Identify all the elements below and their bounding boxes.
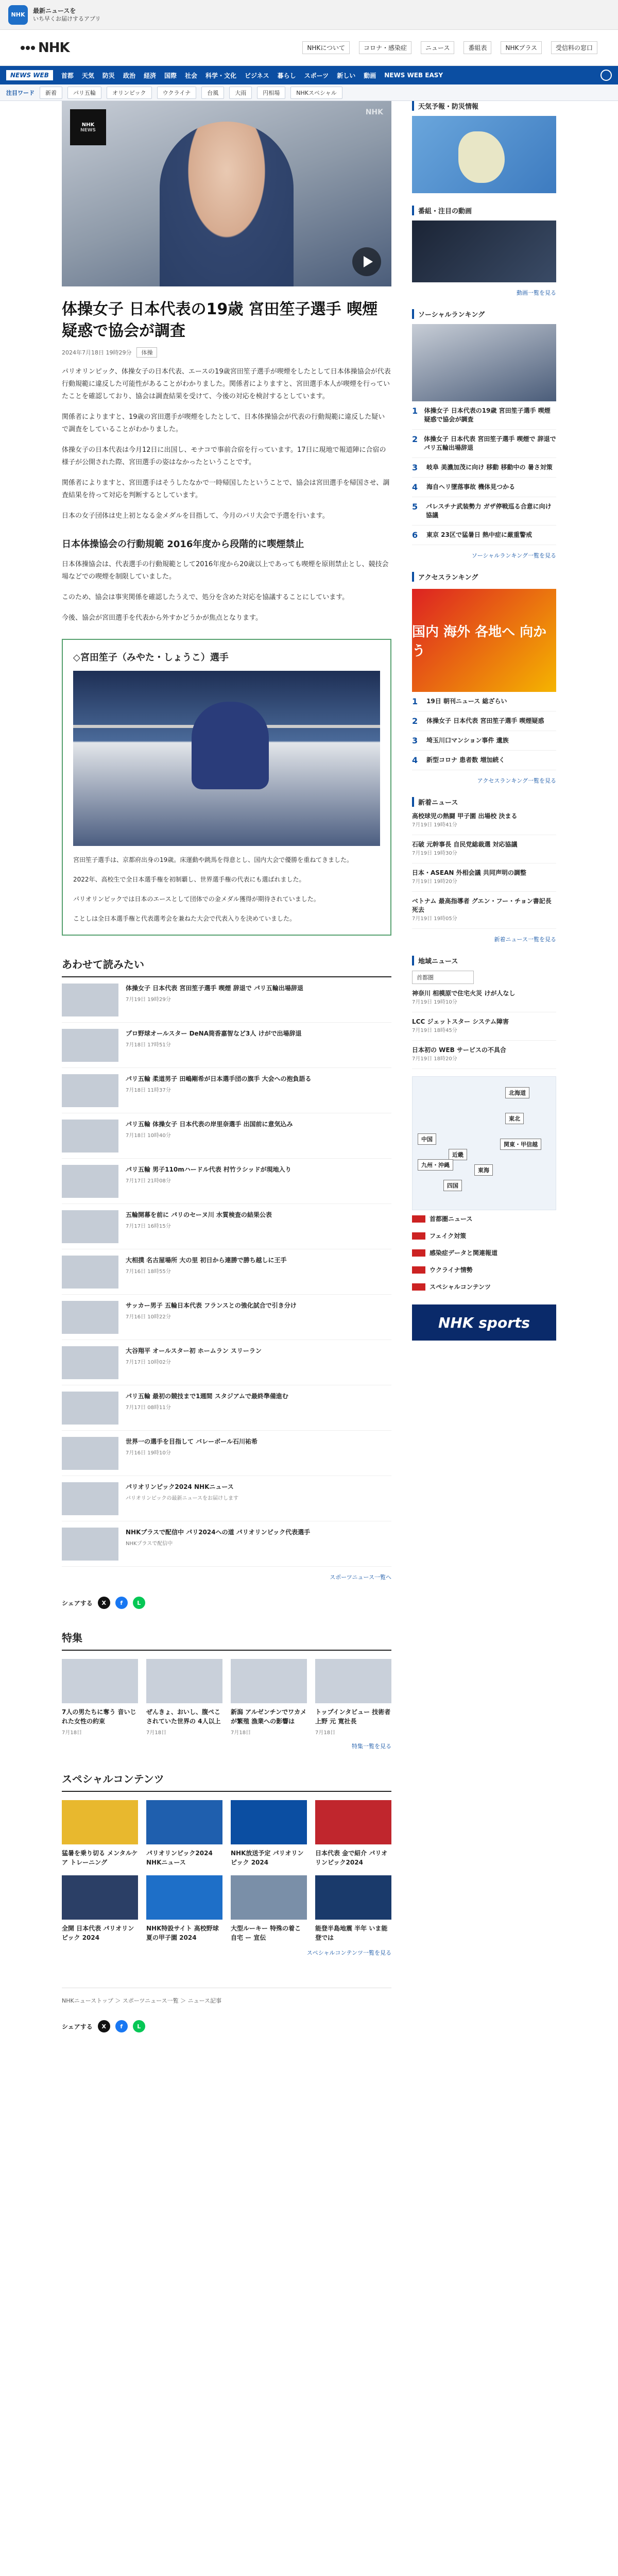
news-item[interactable]: 神奈川 相模原で住宅火災 けが人なし 7月19日 19時10分: [412, 984, 556, 1012]
related-item[interactable]: パリ五輪 最初の競技まで1週間 スタジアムで最終準備進む 7月17日 08時11分: [62, 1385, 391, 1431]
special-card[interactable]: NHK特設サイト 高校野球 夏の甲子園 2024: [146, 1875, 222, 1942]
trending-chip[interactable]: 台風: [201, 87, 224, 99]
thumbnail: [231, 1800, 307, 1844]
main-nav: [0, 66, 618, 84]
special-card[interactable]: 日本代表 金で紹介 パリオリンピック2024: [315, 1800, 391, 1867]
trending-chip[interactable]: 大雨: [229, 87, 252, 99]
app-promo-banner[interactable]: [0, 0, 618, 30]
new-more-link[interactable]: 新着ニュース一覧を見る: [494, 936, 556, 943]
trending-label: 注目ワード: [6, 89, 35, 96]
new-news-list: [412, 807, 556, 929]
special-heading: スペシャルコンテンツ: [62, 1771, 391, 1792]
nav-item[interactable]: 動画: [364, 72, 376, 79]
thumbnail: [315, 1659, 391, 1703]
features-grid: [62, 1659, 391, 1736]
news-item[interactable]: 高校球児の熱闘 甲子園 出場校 決まる 7月19日 19時41分: [412, 807, 556, 835]
news-item[interactable]: LCC ジェットスター システム障害 7月19日 18時45分: [412, 1012, 556, 1041]
related-heading: あわせて読みたい: [62, 956, 391, 977]
thumbnail: [62, 1120, 118, 1153]
nav-item[interactable]: 新しい: [337, 72, 356, 79]
related-item[interactable]: パリオリンピック2024 NHKニュース パリオリンピックの最新ニュースをお届けします: [62, 1476, 391, 1521]
profile-paragraph: ことしは全日本選手権と代表選考会を兼ねた大会で代表入りを決めていました。: [73, 915, 296, 922]
related-item[interactable]: パリ五輪 柔道男子 田嶋剛希が日本選手団の旗手 大会への抱負語る 7月18日 11時37分: [62, 1068, 391, 1113]
hero-video[interactable]: [62, 101, 391, 286]
sports-list-link[interactable]: スポーツニュース一覧へ: [330, 1574, 391, 1581]
article-date: 2024年7月18日 19時29分: [62, 349, 132, 356]
nav-item[interactable]: 国際: [164, 72, 177, 79]
region-button[interactable]: 北海道: [505, 1087, 529, 1098]
article-body: [62, 366, 391, 624]
ranking-item[interactable]: 4 新型コロナ 患者数 増加続く: [412, 751, 556, 770]
x-share-icon[interactable]: X: [98, 2020, 110, 2032]
featured-video[interactable]: [412, 221, 556, 282]
thumbnail: [62, 1074, 118, 1107]
breadcrumb[interactable]: NHKニューストップ ＞ スポーツニュース一覧 ＞ ニュース記事: [62, 1988, 391, 2005]
feature-link[interactable]: 感染症データと関連報道: [412, 1244, 556, 1261]
features-more-link[interactable]: 特集一覧を見る: [352, 1743, 391, 1750]
feature-card[interactable]: トップインタビュー 技術者 上野 元 寛社長 7月18日: [315, 1659, 391, 1736]
special-card[interactable]: 能登半島地震 半年 いま能登では: [315, 1875, 391, 1942]
profile-paragraph: 宮田笙子選手は、京都府出身の19歳。床運動や跳馬を得意とし、国内大会で優勝を重ねてきました。: [73, 856, 353, 863]
line-share-icon[interactable]: L: [133, 1597, 145, 1609]
trending-chip[interactable]: 円相場: [257, 87, 285, 99]
video-more-link[interactable]: 動画一覧を見る: [517, 290, 556, 296]
nhk-news-badge: NHK NEWS: [70, 109, 106, 145]
nav-item[interactable]: NEWS WEB EASY: [384, 72, 443, 79]
nav-item[interactable]: ビジネス: [245, 72, 269, 79]
region-button[interactable]: 四国: [443, 1180, 462, 1191]
article-subheading: 日本体操協会の行動規範 2016年度から段階的に喫煙禁止: [62, 539, 304, 550]
ranking-item[interactable]: 1 19日 朝刊ニュース 総ざらい: [412, 692, 556, 711]
special-grid: [62, 1800, 391, 1942]
social-ranking-list: [412, 401, 556, 545]
nhk-watermark: NHK: [365, 108, 383, 116]
social-ranking-heading: ソーシャルランキング: [412, 309, 556, 319]
thumbnail: [62, 1482, 118, 1515]
related-item[interactable]: パリ五輪 体操女子 日本代表の岸里奈選手 出国前に意気込み 7月18日 10時40分: [62, 1113, 391, 1159]
related-item[interactable]: サッカー男子 五輪日本代表 フランスとの強化試合で引き分け 7月16日 10時22分: [62, 1295, 391, 1340]
nav-item[interactable]: 防災: [102, 72, 115, 79]
access-more-link[interactable]: アクセスランキング一覧を見る: [477, 777, 556, 784]
trending-chip[interactable]: オリンピック: [107, 87, 152, 99]
weather-heading: 天気予報・防災情報: [412, 101, 556, 111]
feature-card[interactable]: 7人の男たちに奪う 音いじれた女性の約束 7月18日: [62, 1659, 138, 1736]
article-paragraph: 日本の女子団体は史上初となる金メダルを目指して、今月のパリ大会で予選を行います。: [62, 512, 329, 520]
sidebar: [412, 101, 556, 1341]
trending-chip[interactable]: NHKスペシャル: [290, 87, 342, 99]
related-item[interactable]: 体操女子 日本代表 宮田笙子選手 喫煙 辞退で パリ五輪出場辞退 7月19日 19時29分: [62, 977, 391, 1023]
header-link[interactable]: 番組表: [464, 41, 491, 54]
search-icon[interactable]: [600, 70, 612, 81]
special-more-link[interactable]: スペシャルコンテンツ一覧を見る: [306, 1950, 391, 1956]
related-item[interactable]: NHKプラスで配信中 パリ2024への道 パリオリンピック代表選手 NHKプラスで配信中: [62, 1521, 391, 1567]
feature-card[interactable]: 新潟 アルゼンチンでワカメが繁殖 漁業への影響は 7月18日: [231, 1659, 307, 1736]
ranking-item[interactable]: 1 体操女子 日本代表の19歳 宮田笙子選手 喫煙疑惑で協会が調査: [412, 401, 556, 430]
nav-item[interactable]: 社会: [184, 72, 197, 79]
news-item[interactable]: 日本初の WEB サービスの不具合 7月19日 18時20分: [412, 1041, 556, 1069]
athlete-profile-box: [62, 639, 391, 936]
ranking-item[interactable]: 3 埼玉川口マンション事件 遺族: [412, 731, 556, 751]
nhk-sports-banner[interactable]: NHK sports: [412, 1304, 556, 1341]
article-paragraph: 体操女子の日本代表は今月12日に出国し、モナコで事前合宿を行っています。17日に現地で報道陣に合宿の様子が公開された際、宮田選手の姿はなかったということです。: [62, 446, 386, 466]
feature-link[interactable]: 首都圏ニュース: [412, 1210, 556, 1227]
special-card[interactable]: パリオリンピック2024 NHKニュース: [146, 1800, 222, 1867]
promo-title: 最新ニュースを: [33, 7, 76, 14]
nhk-logo[interactable]: NHK: [21, 40, 70, 56]
share-bar: [62, 1597, 391, 1609]
trending-chip[interactable]: 新着: [40, 87, 62, 99]
thumbnail: [146, 1659, 222, 1703]
thumbnail: [62, 1256, 118, 1289]
app-icon: NHK: [8, 5, 28, 25]
feature-link[interactable]: フェイク対策: [412, 1227, 556, 1244]
region-map: [412, 1076, 556, 1210]
thumbnail: [62, 1029, 118, 1062]
thumbnail: [231, 1659, 307, 1703]
nav-item[interactable]: 科学・文化: [205, 72, 237, 79]
region-button[interactable]: 東北: [505, 1113, 524, 1124]
ranking-item[interactable]: 4 海自ヘリ墜落事故 機体見つかる: [412, 478, 556, 497]
thumbnail: [62, 984, 118, 1016]
trending-chip[interactable]: パリ五輪: [67, 87, 101, 99]
nav-item[interactable]: 暮らし: [277, 72, 296, 79]
thumbnail: [62, 1528, 118, 1561]
weather-map[interactable]: [412, 116, 556, 193]
special-card[interactable]: 猛暑を乗り切る メンタルケア トレーニング: [62, 1800, 138, 1867]
region-button[interactable]: 中国: [418, 1133, 436, 1145]
article-paragraph: このため、協会は事実関係を確認したうえで、処分を含めた対応を協議することにしています。: [62, 594, 349, 601]
video-heading: 番組・注目の動画: [412, 206, 556, 215]
thumbnail: [315, 1875, 391, 1920]
news-item[interactable]: 石破 元幹事長 自民党総裁選 対応協議 7月19日 19時30分: [412, 835, 556, 863]
news-item[interactable]: ベトナム 最高指導者 グエン・フー・チョン書記長 死去 7月19日 19時05分: [412, 892, 556, 929]
athlete-portrait: [160, 122, 294, 286]
article-tag[interactable]: 体操: [136, 347, 157, 358]
related-item[interactable]: 世界一の選手を目指して バレーボール石川祐希 7月16日 19時10分: [62, 1431, 391, 1476]
ranking-item[interactable]: 6 東京 23区で猛暑日 熱中症に厳重警戒: [412, 526, 556, 545]
region-button[interactable]: 近畿: [449, 1149, 467, 1160]
share-label: シェアする: [62, 2023, 93, 2030]
thumbnail: [146, 1875, 222, 1920]
header-link[interactable]: NHKについて: [302, 41, 350, 54]
profile-paragraph: パリオリンピックでは日本のエースとして団体での金メダル獲得が期待されていました。: [73, 895, 320, 903]
article-paragraph: 今後、協会が宮田選手を代表から外すかどうかが焦点となります。: [62, 614, 262, 622]
thumbnail: [146, 1800, 222, 1844]
header-link[interactable]: コロナ・感染症: [359, 41, 411, 54]
ranking-item[interactable]: 5 パレスチナ武装勢力 ガザ停戦巡る合意に向け協議: [412, 497, 556, 526]
region-news-list: [412, 984, 556, 1069]
feature-links: [412, 1210, 556, 1295]
related-item[interactable]: プロ野球オールスター DeNA筒香嘉智など3人 けがで出場辞退 7月18日 17時51分: [62, 1023, 391, 1068]
article-paragraph: 日本体操協会は、代表選手の行動規範として2016年度から20歳以上であっても喫煙を原則禁止とし、競技会場などでの喫煙を制限していました。: [62, 561, 389, 581]
related-item[interactable]: 大谷翔平 オールスター初 ホームラン スリーラン 7月17日 10時02分: [62, 1340, 391, 1385]
thumbnail: [62, 1165, 118, 1198]
article-paragraph: パリオリンピック、体操女子の日本代表、エースの19歳宮田笙子選手が喫煙をしたとして日本体操協会が代表行動規範に違反した可能性があることがわかりました。関係者によりますと、宮田選手本人が喫煙を行っていたことを確認しており、協会は調査結果を受けて、今後の対応を検討するとしています。: [62, 368, 391, 400]
header-link[interactable]: ニュース: [421, 41, 454, 54]
thumbnail: [62, 1659, 138, 1703]
share-label: シェアする: [62, 1599, 93, 1607]
facebook-share-icon[interactable]: f: [115, 1597, 128, 1609]
nav-item[interactable]: スポーツ: [304, 72, 329, 79]
article-paragraph: 関係者によりますと、宮田選手はそうしたなかで一時帰国したということで、協会は宮田選手を帰国させ、調査結果を待って対応を判断するとしています。: [62, 479, 390, 499]
profile-paragraph: 2022年、高校生で全日本選手権を初制覇し、世界選手権の代表にも選ばれました。: [73, 876, 305, 883]
article-main: [62, 101, 391, 2032]
social-more-link[interactable]: ソーシャルランキング一覧を見る: [471, 552, 556, 559]
thumbnail: [62, 1346, 118, 1379]
header-links: [302, 41, 597, 54]
region-select[interactable]: 首都圏: [412, 971, 474, 984]
region-button[interactable]: 関東・甲信越: [500, 1139, 541, 1150]
thumbnail: [315, 1800, 391, 1844]
thumbnail: [62, 1800, 138, 1844]
nav-item[interactable]: 天気: [81, 72, 94, 79]
header-link[interactable]: NHKプラス: [501, 41, 542, 54]
thumbnail: [62, 1437, 118, 1470]
ranking-item[interactable]: 3 岐阜 美濃加茂に向け 移動 移動中の 暑さ対策: [412, 458, 556, 478]
features-heading: 特集: [62, 1630, 391, 1651]
play-icon[interactable]: [352, 247, 381, 276]
region-button[interactable]: 九州・沖縄: [418, 1159, 453, 1171]
thumbnail: [62, 1392, 118, 1425]
x-share-icon[interactable]: X: [98, 1597, 110, 1609]
related-item[interactable]: 五輪開幕を前に パリのセーヌ川 水質検査の結果公表 7月17日 16時15分: [62, 1204, 391, 1249]
region-button[interactable]: 東海: [474, 1164, 493, 1176]
promo-ad[interactable]: 国内 海外 各地へ 向かう: [412, 589, 556, 692]
thumbnail: [62, 1301, 118, 1334]
line-share-icon[interactable]: L: [133, 2020, 145, 2032]
profile-photo: [73, 671, 380, 846]
thumbnail: [62, 1875, 138, 1920]
thumbnail: [62, 1210, 118, 1243]
feature-link[interactable]: スペシャルコンテンツ: [412, 1278, 556, 1295]
trending-chip[interactable]: ウクライナ: [157, 87, 197, 99]
special-card[interactable]: 全開 日本代表 パリオリンピック 2024: [62, 1875, 138, 1942]
logo-dots-icon: [21, 46, 35, 50]
article-title: 体操女子 日本代表の19歳 宮田笙子選手 喫煙疑惑で協会が調査: [62, 300, 378, 340]
ranking-item[interactable]: 2 体操女子 日本代表 宮田笙子選手 喫煙で 辞退で パリ五輪出場辞退: [412, 430, 556, 458]
profile-title: ◇宮田笙子（みやた・しょうこ）選手: [73, 652, 229, 663]
related-item[interactable]: 大相撲 名古屋場所 大の里 初日から連勝で勝ち越しに王手 7月16日 18時55分: [62, 1249, 391, 1295]
share-bar-bottom: [62, 2020, 391, 2032]
thumbnail: [231, 1875, 307, 1920]
feature-link[interactable]: ウクライナ情勢: [412, 1261, 556, 1278]
access-ranking-heading: アクセスランキング: [412, 572, 556, 582]
access-ranking-list: [412, 692, 556, 770]
news-web-brand[interactable]: NEWS WEB: [6, 70, 53, 80]
new-news-heading: 新着ニュース: [412, 797, 556, 807]
promo-desc: いち早くお届けするアプリ: [33, 15, 101, 22]
facebook-share-icon[interactable]: f: [115, 2020, 128, 2032]
nav-item[interactable]: 首都: [61, 72, 74, 79]
nav-item[interactable]: 政治: [123, 72, 135, 79]
ranking-thumbnail[interactable]: [412, 324, 556, 401]
feature-card[interactable]: ぜんきょ、おいし、腹ぺこ されていた世界の 4人以上 7月18日: [146, 1659, 222, 1736]
related-list: [62, 977, 391, 1567]
region-heading: 地域ニュース: [412, 956, 556, 965]
special-card[interactable]: 大型ルーキー 特殊の着こ 自宅 ー 宣伝: [231, 1875, 307, 1942]
news-item[interactable]: 日本・ASEAN 外相会議 共同声明の調整 7月19日 19時20分: [412, 863, 556, 892]
site-header: [0, 30, 618, 66]
ranking-item[interactable]: 2 体操女子 日本代表 宮田笙子選手 喫煙疑惑: [412, 711, 556, 731]
article-paragraph: 関係者によりますと、19歳の宮田選手が喫煙をしたとして、日本体操協会が代表の行動規範に違反した疑いで調査をしていることがわかりました。: [62, 413, 385, 433]
nav-item[interactable]: 経済: [143, 72, 156, 79]
header-link[interactable]: 受信料の窓口: [551, 41, 597, 54]
trending-words-bar: [0, 84, 618, 101]
special-card[interactable]: NHK放送予定 パリオリンピック 2024: [231, 1800, 307, 1867]
related-item[interactable]: パリ五輪 男子110mハードル代表 村竹ラシッドが現地入り 7月17日 21時08分: [62, 1159, 391, 1204]
